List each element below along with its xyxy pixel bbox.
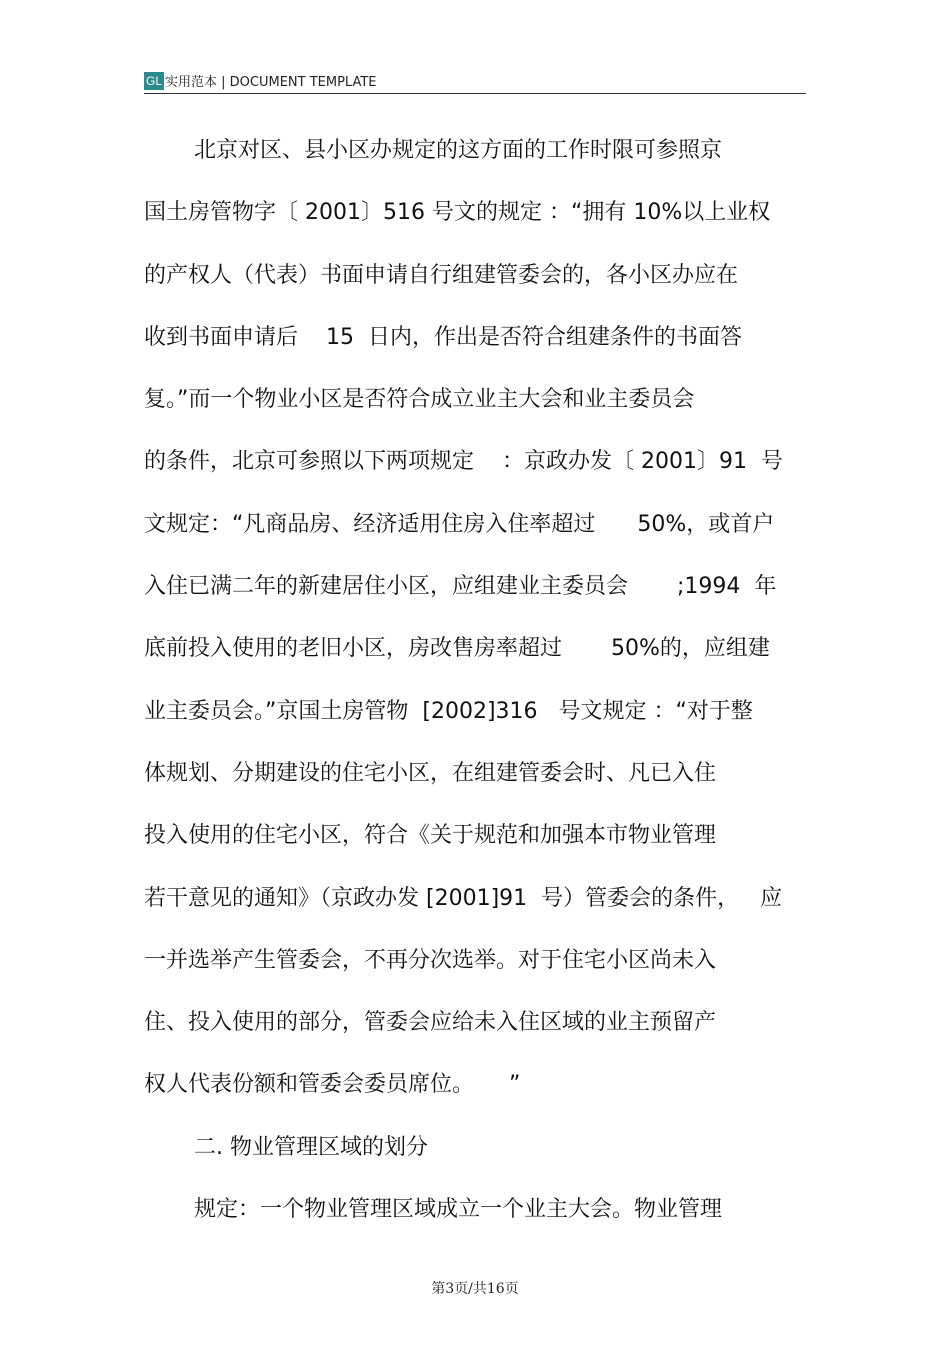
body-line: 收到书面申请后 15 日内，作出是否符合组建条件的书面答 — [144, 324, 742, 350]
gl-logo: GL — [146, 73, 163, 88]
section-heading: 二. 物业管理区域的划分 — [194, 1134, 428, 1160]
body-line: 的条件，北京可参照以下两项规定 ：京政办发〔 2001〕91 号 — [144, 449, 783, 475]
body-line: 体规划、分期建设的住宅小区，在组建管委会时、凡已入住 — [144, 760, 717, 786]
body-line: 入住已满二年的新建居住小区，应组建业主委员会 ;1994 年 — [144, 574, 777, 600]
body-line: 国土房管物字〔 2001〕516 号文的规定 ：“拥有 10%以上业权 — [144, 200, 771, 226]
document-header — [144, 68, 806, 94]
body-line: 住、投入使用的部分，管委会应给未入住区域的业主预留产 — [144, 1010, 717, 1036]
body-line: 文规定：“凡商品房、经济适用住房入住率超过 50%，或首户 — [144, 511, 775, 537]
body-line: 北京对区、县小区办规定的这方面的工作时限可参照京 — [194, 138, 723, 163]
header-title: 实用范本 | DOCUMENT TEMPLATE — [165, 75, 377, 90]
body-line: 的产权人（代表）书面申请自行组建管委会的，各小区办应在 — [144, 262, 739, 288]
body-line: 若干意见的通知》（京政办发 [2001]91 号）管委会的条件， 应 — [144, 885, 783, 911]
page-number: 第3页/共16页 — [431, 1281, 519, 1297]
body-line: 复。”而一个物业小区是否符合成立业主大会和业主委员会 — [144, 387, 695, 413]
document-body — [144, 125, 809, 1246]
body-line: 一并选举产生管委会，不再分次选举。对于住宅小区尚未入 — [144, 947, 717, 973]
body-line: 规定：一个物业管理区域成立一个业主大会。物业管理 — [194, 1197, 723, 1223]
body-line: 底前投入使用的老旧小区，房改售房率超过 50%的，应组建 — [144, 636, 770, 662]
body-line: 权人代表份额和管委会委员席位。 ” — [144, 1072, 521, 1098]
body-line: 业主委员会。”京国土房管物 [2002]316 号文规定 ：“对于整 — [144, 698, 753, 724]
body-line: 投入使用的住宅小区，符合《关于规范和加强本市物业管理 — [144, 823, 717, 849]
